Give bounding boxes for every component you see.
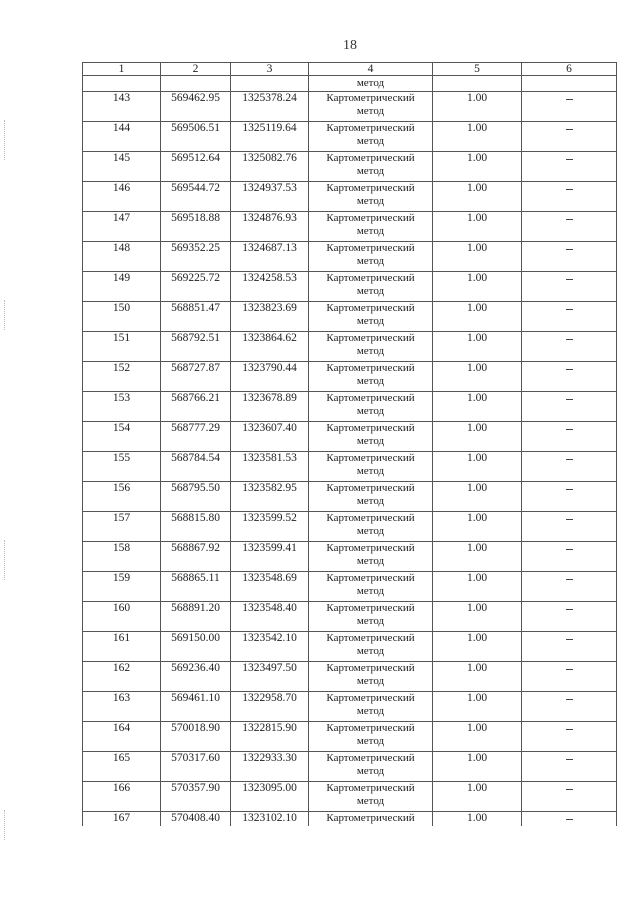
dash-icon <box>566 549 573 550</box>
x-coordinate-cell: 568795.50 <box>161 482 231 512</box>
point-number-cell: 162 <box>83 662 161 692</box>
y-coordinate-cell: 1324876.93 <box>231 212 309 242</box>
method-line-1: Картометрический <box>326 122 415 134</box>
dash-icon <box>566 279 573 280</box>
method-line-1: Картометрический <box>326 812 415 824</box>
method-line-1: Картометрический <box>326 542 415 554</box>
method-line-2: метод <box>356 495 385 507</box>
continued-row <box>83 76 617 92</box>
method-line-1: Картометрический <box>326 152 415 164</box>
notes-cell <box>522 602 617 632</box>
table-row <box>83 152 617 182</box>
method-line-2: метод <box>356 465 385 477</box>
table-row <box>83 92 617 122</box>
point-number-cell: 165 <box>83 752 161 782</box>
dash-icon <box>566 339 573 340</box>
notes-cell <box>522 722 617 752</box>
point-number-cell: 163 <box>83 692 161 722</box>
y-coordinate-cell: 1323542.10 <box>231 632 309 662</box>
y-coordinate-cell: 1323599.52 <box>231 512 309 542</box>
dash-icon <box>566 669 573 670</box>
y-coordinate-cell: 1323497.50 <box>231 662 309 692</box>
point-number-cell: 153 <box>83 392 161 422</box>
column-header-point-number: 1 <box>83 63 161 76</box>
method-cell <box>309 782 433 812</box>
method-line-1: Картометрический <box>326 632 415 644</box>
x-coordinate-cell: 569544.72 <box>161 182 231 212</box>
precision-cell: 1.00 <box>433 512 522 542</box>
y-coordinate-cell: 1325378.24 <box>231 92 309 122</box>
method-line-2: метод <box>356 555 385 567</box>
column-header-y: 3 <box>231 63 309 76</box>
method-line-1: Картометрический <box>326 392 415 404</box>
y-coordinate-cell: 1323581.53 <box>231 452 309 482</box>
method-cell <box>309 122 433 152</box>
method-line-2: метод <box>356 585 385 597</box>
method-line-1: Картометрический <box>326 662 415 674</box>
precision-cell: 1.00 <box>433 782 522 812</box>
method-cell <box>309 92 433 122</box>
method-cell <box>309 692 433 722</box>
y-coordinate-cell: 1323548.40 <box>231 602 309 632</box>
x-coordinate-cell: 569150.00 <box>161 632 231 662</box>
table-row <box>83 212 617 242</box>
method-line-1: Картометрический <box>326 752 415 764</box>
notes-cell <box>522 632 617 662</box>
method-line-2: метод <box>356 315 385 327</box>
table-row <box>83 392 617 422</box>
precision-cell: 1.00 <box>433 572 522 602</box>
method-line-2: метод <box>356 765 385 777</box>
method-line-2: метод <box>356 285 385 297</box>
dash-icon <box>566 759 573 760</box>
x-coordinate-cell: 569518.88 <box>161 212 231 242</box>
precision-cell: 1.00 <box>433 152 522 182</box>
table-row <box>83 452 617 482</box>
dash-icon <box>566 519 573 520</box>
dash-icon <box>566 429 573 430</box>
continued-method-cell: метод <box>309 76 433 92</box>
table-row <box>83 482 617 512</box>
method-line-2: метод <box>356 105 385 117</box>
method-line-2: метод <box>356 795 385 807</box>
method-cell <box>309 332 433 362</box>
method-cell <box>309 632 433 662</box>
point-number-cell: 164 <box>83 722 161 752</box>
dash-icon <box>566 309 573 310</box>
table-row <box>83 302 617 332</box>
method-cell <box>309 452 433 482</box>
method-line-2: метод <box>356 645 385 657</box>
dash-icon <box>566 789 573 790</box>
method-line-2: метод <box>356 735 385 747</box>
method-cell <box>309 812 433 827</box>
point-number-cell: 147 <box>83 212 161 242</box>
x-coordinate-cell: 568867.92 <box>161 542 231 572</box>
method-line-2: метод <box>356 195 385 207</box>
method-line-1: Картометрический <box>326 452 415 464</box>
point-number-cell: 143 <box>83 92 161 122</box>
point-number-cell: 156 <box>83 482 161 512</box>
precision-cell: 1.00 <box>433 272 522 302</box>
notes-cell <box>522 752 617 782</box>
method-line-2: метод <box>356 675 385 687</box>
dash-icon <box>566 249 573 250</box>
table-row <box>83 512 617 542</box>
x-coordinate-cell: 568851.47 <box>161 302 231 332</box>
column-header-precision: 5 <box>433 63 522 76</box>
binding-edge-marks <box>4 810 9 840</box>
dash-icon <box>566 219 573 220</box>
dash-icon <box>566 639 573 640</box>
point-number-cell: 144 <box>83 122 161 152</box>
precision-cell: 1.00 <box>433 302 522 332</box>
table-row <box>83 602 617 632</box>
method-line-2: метод <box>356 615 385 627</box>
point-number-cell: 145 <box>83 152 161 182</box>
method-cell <box>309 662 433 692</box>
table-row <box>83 752 617 782</box>
notes-cell <box>522 692 617 722</box>
x-coordinate-cell: 569352.25 <box>161 242 231 272</box>
notes-cell <box>522 122 617 152</box>
table-cell <box>522 76 617 92</box>
notes-cell <box>522 212 617 242</box>
y-coordinate-cell: 1323607.40 <box>231 422 309 452</box>
binding-edge-marks <box>4 120 9 160</box>
method-line-1: Картометрический <box>326 422 415 434</box>
point-number-cell: 149 <box>83 272 161 302</box>
notes-cell <box>522 302 617 332</box>
dash-icon <box>566 819 573 820</box>
notes-cell <box>522 182 617 212</box>
dash-icon <box>566 579 573 580</box>
method-cell <box>309 512 433 542</box>
method-line-1: Картометрический <box>326 572 415 584</box>
y-coordinate-cell: 1323599.41 <box>231 542 309 572</box>
method-cell <box>309 602 433 632</box>
precision-cell: 1.00 <box>433 242 522 272</box>
table-row <box>83 632 617 662</box>
table-cell <box>161 76 231 92</box>
precision-cell: 1.00 <box>433 752 522 782</box>
point-number-cell: 152 <box>83 362 161 392</box>
y-coordinate-cell: 1323102.10 <box>231 812 309 827</box>
y-coordinate-cell: 1324937.53 <box>231 182 309 212</box>
method-cell <box>309 542 433 572</box>
x-coordinate-cell: 569461.10 <box>161 692 231 722</box>
method-cell <box>309 422 433 452</box>
point-number-cell: 146 <box>83 182 161 212</box>
method-line-2: метод <box>356 135 385 147</box>
method-line-1: Картометрический <box>326 692 415 704</box>
method-line-1: Картометрический <box>326 332 415 344</box>
point-number-cell: 166 <box>83 782 161 812</box>
point-number-cell: 151 <box>83 332 161 362</box>
point-number-cell: 158 <box>83 542 161 572</box>
method-line-1: Картометрический <box>326 272 415 284</box>
y-coordinate-cell: 1323790.44 <box>231 362 309 392</box>
precision-cell: 1.00 <box>433 482 522 512</box>
method-cell <box>309 302 433 332</box>
x-coordinate-cell: 568784.54 <box>161 452 231 482</box>
precision-cell: 1.00 <box>433 542 522 572</box>
table-row <box>83 422 617 452</box>
method-line-2: метод <box>356 435 385 447</box>
method-line-1: Картометрический <box>326 722 415 734</box>
notes-cell <box>522 512 617 542</box>
x-coordinate-cell: 569236.40 <box>161 662 231 692</box>
precision-cell: 1.00 <box>433 602 522 632</box>
method-line-1: Картометрический <box>326 242 415 254</box>
method-cell <box>309 212 433 242</box>
notes-cell <box>522 362 617 392</box>
dash-icon <box>566 129 573 130</box>
y-coordinate-cell: 1325082.76 <box>231 152 309 182</box>
precision-cell: 1.00 <box>433 392 522 422</box>
dash-icon <box>566 159 573 160</box>
point-number-cell: 148 <box>83 242 161 272</box>
point-number-cell: 155 <box>83 452 161 482</box>
method-line-1: Картометрический <box>326 212 415 224</box>
y-coordinate-cell: 1324687.13 <box>231 242 309 272</box>
dash-icon <box>566 699 573 700</box>
method-cell <box>309 182 433 212</box>
x-coordinate-cell: 570317.60 <box>161 752 231 782</box>
dash-icon <box>566 459 573 460</box>
dash-icon <box>566 609 573 610</box>
method-line-2: метод <box>356 345 385 357</box>
column-header-x: 2 <box>161 63 231 76</box>
table-row <box>83 812 617 827</box>
y-coordinate-cell: 1322815.90 <box>231 722 309 752</box>
point-number-cell: 150 <box>83 302 161 332</box>
y-coordinate-cell: 1323582.95 <box>231 482 309 512</box>
point-number-cell: 167 <box>83 812 161 827</box>
x-coordinate-cell: 569225.72 <box>161 272 231 302</box>
method-line-1: Картометрический <box>326 92 415 104</box>
point-number-cell: 154 <box>83 422 161 452</box>
method-line-2: метод <box>356 525 385 537</box>
x-coordinate-cell: 568766.21 <box>161 392 231 422</box>
notes-cell <box>522 452 617 482</box>
notes-cell <box>522 92 617 122</box>
y-coordinate-cell: 1322958.70 <box>231 692 309 722</box>
x-coordinate-cell: 569462.95 <box>161 92 231 122</box>
column-header-notes: 6 <box>522 63 617 76</box>
notes-cell <box>522 812 617 827</box>
method-line-1: Картометрический <box>326 302 415 314</box>
method-line-2: метод <box>356 225 385 237</box>
y-coordinate-cell: 1323864.62 <box>231 332 309 362</box>
method-cell <box>309 272 433 302</box>
table-cell <box>83 76 161 92</box>
table-row <box>83 722 617 752</box>
dash-icon <box>566 369 573 370</box>
dash-icon <box>566 489 573 490</box>
x-coordinate-cell: 570408.40 <box>161 812 231 827</box>
table-row <box>83 272 617 302</box>
notes-cell <box>522 422 617 452</box>
x-coordinate-cell: 569512.64 <box>161 152 231 182</box>
point-number-cell: 159 <box>83 572 161 602</box>
precision-cell: 1.00 <box>433 182 522 212</box>
table-cell <box>231 76 309 92</box>
notes-cell <box>522 542 617 572</box>
notes-cell <box>522 662 617 692</box>
method-line-2: метод <box>356 255 385 267</box>
table-row <box>83 692 617 722</box>
point-number-cell: 157 <box>83 512 161 542</box>
table-header-row <box>83 63 617 76</box>
y-coordinate-cell: 1325119.64 <box>231 122 309 152</box>
method-cell <box>309 152 433 182</box>
method-line-1: Картометрический <box>326 602 415 614</box>
method-line-2: метод <box>356 375 385 387</box>
y-coordinate-cell: 1323548.69 <box>231 572 309 602</box>
precision-cell: 1.00 <box>433 92 522 122</box>
method-cell <box>309 722 433 752</box>
method-line-1: Картометрический <box>326 782 415 794</box>
method-line-2: метод <box>356 165 385 177</box>
method-cell <box>309 242 433 272</box>
precision-cell: 1.00 <box>433 722 522 752</box>
precision-cell: 1.00 <box>433 662 522 692</box>
column-header-method: 4 <box>309 63 433 76</box>
x-coordinate-cell: 568891.20 <box>161 602 231 632</box>
y-coordinate-cell: 1322933.30 <box>231 752 309 782</box>
notes-cell <box>522 242 617 272</box>
notes-cell <box>522 572 617 602</box>
coordinates-table <box>82 62 617 826</box>
precision-cell: 1.00 <box>433 452 522 482</box>
precision-cell: 1.00 <box>433 422 522 452</box>
method-line-1: Картометрический <box>326 362 415 374</box>
dash-icon <box>566 99 573 100</box>
notes-cell <box>522 392 617 422</box>
table-row <box>83 182 617 212</box>
dash-icon <box>566 189 573 190</box>
table-row <box>83 362 617 392</box>
dash-icon <box>566 729 573 730</box>
notes-cell <box>522 152 617 182</box>
x-coordinate-cell: 568777.29 <box>161 422 231 452</box>
precision-cell: 1.00 <box>433 692 522 722</box>
point-number-cell: 160 <box>83 602 161 632</box>
notes-cell <box>522 482 617 512</box>
y-coordinate-cell: 1323678.89 <box>231 392 309 422</box>
precision-cell: 1.00 <box>433 632 522 662</box>
binding-edge-marks <box>4 540 9 580</box>
table-row <box>83 542 617 572</box>
table-cell <box>433 76 522 92</box>
notes-cell <box>522 272 617 302</box>
x-coordinate-cell: 570357.90 <box>161 782 231 812</box>
method-cell <box>309 392 433 422</box>
y-coordinate-cell: 1323095.00 <box>231 782 309 812</box>
y-coordinate-cell: 1324258.53 <box>231 272 309 302</box>
method-line-2: метод <box>356 405 385 417</box>
x-coordinate-cell: 568865.11 <box>161 572 231 602</box>
x-coordinate-cell: 568792.51 <box>161 332 231 362</box>
table-row <box>83 332 617 362</box>
precision-cell: 1.00 <box>433 362 522 392</box>
precision-cell: 1.00 <box>433 812 522 827</box>
page-number: 18 <box>343 38 357 53</box>
x-coordinate-cell: 569506.51 <box>161 122 231 152</box>
method-cell <box>309 482 433 512</box>
method-cell <box>309 572 433 602</box>
x-coordinate-cell: 570018.90 <box>161 722 231 752</box>
method-cell <box>309 752 433 782</box>
x-coordinate-cell: 568815.80 <box>161 512 231 542</box>
dash-icon <box>566 399 573 400</box>
method-cell <box>309 362 433 392</box>
point-number-cell: 161 <box>83 632 161 662</box>
notes-cell <box>522 332 617 362</box>
precision-cell: 1.00 <box>433 332 522 362</box>
notes-cell <box>522 782 617 812</box>
table-row <box>83 242 617 272</box>
precision-cell: 1.00 <box>433 212 522 242</box>
binding-edge-marks <box>4 300 9 330</box>
table-row <box>83 122 617 152</box>
table-row <box>83 662 617 692</box>
table-row <box>83 572 617 602</box>
y-coordinate-cell: 1323823.69 <box>231 302 309 332</box>
x-coordinate-cell: 568727.87 <box>161 362 231 392</box>
method-line-1: Картометрический <box>326 182 415 194</box>
method-line-2: метод <box>356 705 385 717</box>
table-row <box>83 782 617 812</box>
method-line-1: Картометрический <box>326 512 415 524</box>
method-line-1: Картометрический <box>326 482 415 494</box>
precision-cell: 1.00 <box>433 122 522 152</box>
